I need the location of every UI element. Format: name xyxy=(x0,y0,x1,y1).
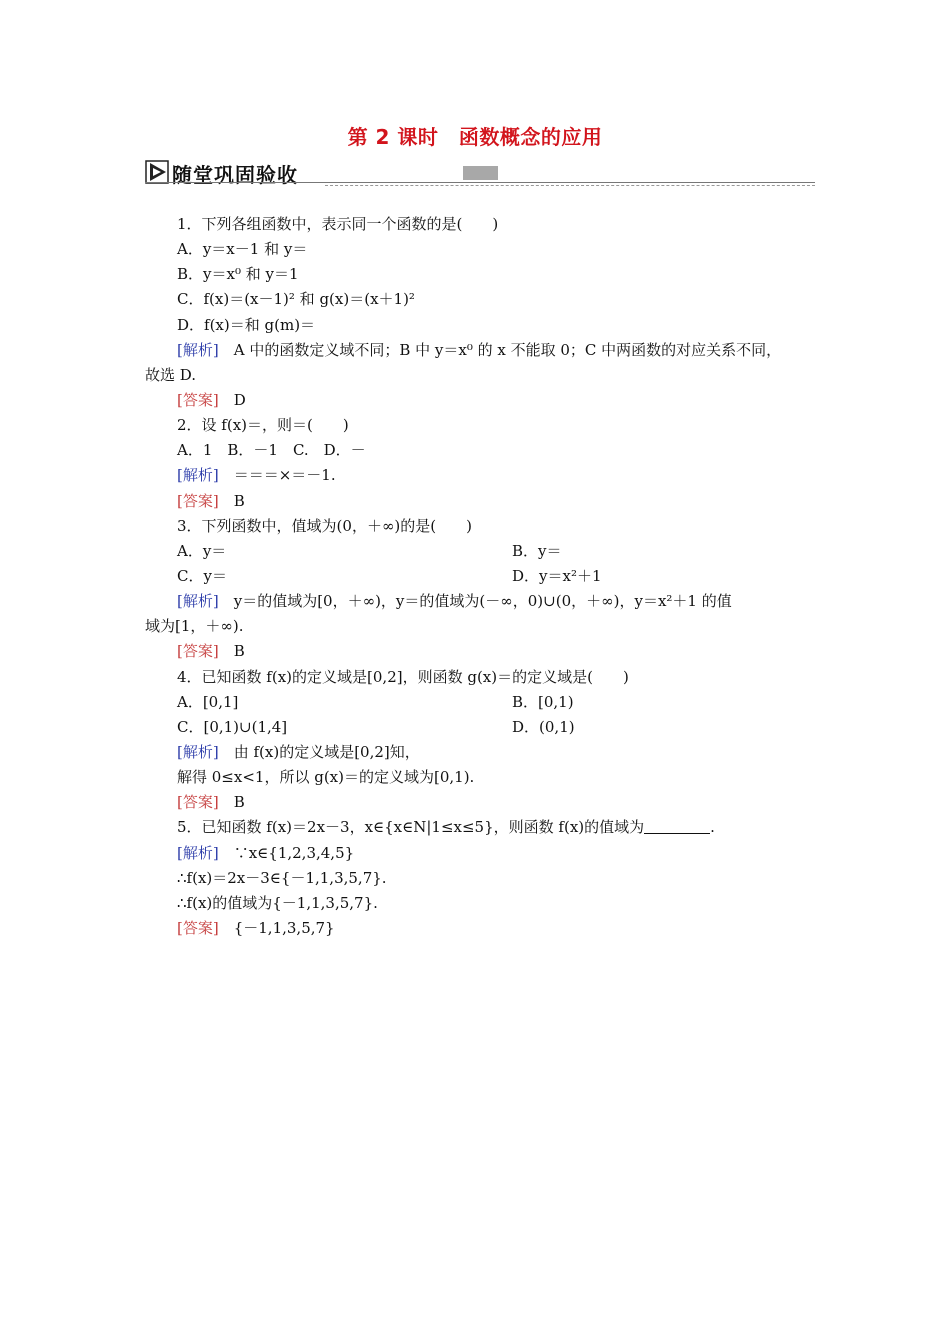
text-line xyxy=(145,438,815,463)
text-line xyxy=(145,815,815,840)
line-text: 由 f(x)的定义域是[0,2]知， xyxy=(218,742,420,761)
option-right-column: B．[0,1) xyxy=(512,692,574,711)
lesson-title: 第 2 课时 函数概念的应用 xyxy=(347,125,603,149)
banner-grey-block xyxy=(463,166,498,180)
answer-tag: [答案] xyxy=(177,918,219,937)
line-text: C．[0,1)∪(1,4] xyxy=(177,717,288,736)
line-text: A 中的函数定义域不同；B 中 y＝x⁰ 的 x 不能取 0；C 中两函数的对应关系不同， xyxy=(218,340,782,359)
line-text: B．y＝x⁰ 和 y＝1 xyxy=(177,265,299,284)
text-line xyxy=(145,413,815,438)
analysis-tag: [解析] xyxy=(177,843,219,862)
text-line xyxy=(145,539,815,564)
section-banner xyxy=(145,158,815,188)
analysis-line xyxy=(145,841,815,866)
answer-tag: [答案] xyxy=(177,491,219,510)
text-line xyxy=(145,690,815,715)
analysis-line xyxy=(145,740,815,765)
option-right-column: D．y＝x²＋1 xyxy=(512,566,602,585)
text-line xyxy=(145,363,815,388)
answer-blank xyxy=(644,818,710,834)
line-text: 4．已知函数 f(x)的定义域是[0,2]，则函数 g(x)＝的定义域是( ) xyxy=(177,667,629,686)
analysis-tag: [解析] xyxy=(177,340,219,359)
text-line xyxy=(145,665,815,690)
analysis-tag: [解析] xyxy=(177,592,219,611)
answer-tag: [答案] xyxy=(177,793,219,812)
text-line xyxy=(145,287,815,312)
line-text: ∴f(x)的值域为{－1,1,3,5,7}. xyxy=(177,893,378,912)
answer-line xyxy=(145,790,815,815)
line-text: ∵x∈{1,2,3,4,5} xyxy=(218,843,355,862)
text-line xyxy=(145,262,815,287)
exercise-content xyxy=(145,212,815,941)
line-text: B xyxy=(218,491,245,510)
banner-rule xyxy=(145,182,815,183)
text-line xyxy=(145,765,815,790)
line-text: A．1 B．－1 C. D．－ xyxy=(177,441,366,460)
line-text: B xyxy=(218,793,245,812)
analysis-tag: [解析] xyxy=(177,466,219,485)
line-text: A．y＝x－1 和 y＝ xyxy=(177,240,308,259)
text-line xyxy=(145,514,815,539)
line-text: y＝的值域为[0，＋∞)，y＝的值域为(－∞，0)∪(0，＋∞)，y＝x²＋1 的值 xyxy=(218,592,732,611)
line-text: A．[0,1] xyxy=(177,692,239,711)
line-text: D xyxy=(218,390,246,409)
answer-tag: [答案] xyxy=(177,390,219,409)
line-text: D．f(x)＝和 g(m)＝ xyxy=(177,315,316,334)
line-text: 1．下列各组函数中，表示同一个函数的是( ) xyxy=(177,215,499,233)
option-right-column: D．(0,1) xyxy=(512,717,575,736)
line-text: 故选 D. xyxy=(145,365,197,384)
line-text: 2．设 f(x)＝，则＝( ) xyxy=(177,416,349,435)
play-arrow-icon xyxy=(145,160,169,184)
line-text: 域为[1，＋∞). xyxy=(145,617,244,636)
answer-tag: [答案] xyxy=(177,642,219,661)
banner-dashed-rule xyxy=(325,185,815,186)
line-text: B xyxy=(218,642,245,661)
text-line xyxy=(145,891,815,916)
line-text: C．y＝ xyxy=(177,566,227,585)
text-line xyxy=(145,715,815,740)
text-line xyxy=(145,614,815,639)
analysis-tag: [解析] xyxy=(177,742,219,761)
line-tail: . xyxy=(710,818,715,837)
text-line xyxy=(145,237,815,262)
text-line xyxy=(145,313,815,338)
text-line xyxy=(145,866,815,891)
line-text: C．f(x)＝(x－1)² 和 g(x)＝(x＋1)² xyxy=(177,290,415,309)
analysis-line xyxy=(145,463,815,488)
line-text: A．y＝ xyxy=(177,541,227,560)
section-banner-label: 随堂巩固验收 xyxy=(172,163,298,187)
text-line xyxy=(145,564,815,589)
answer-line xyxy=(145,388,815,413)
analysis-line xyxy=(145,589,815,614)
text-line xyxy=(145,212,815,237)
line-text: ∴f(x)＝2x－3∈{－1,1,3,5,7}. xyxy=(177,868,387,887)
line-text: 5．已知函数 f(x)＝2x－3，x∈{x∈N|1≤x≤5}，则函数 f(x)的值域为 xyxy=(177,818,645,837)
analysis-line xyxy=(145,338,815,363)
line-text: 3．下列函数中，值域为(0，＋∞)的是( ) xyxy=(177,516,472,535)
option-right-column: B．y＝ xyxy=(512,541,562,560)
line-text: ＝＝＝×＝－1. xyxy=(218,466,336,485)
answer-line xyxy=(145,489,815,514)
line-text: 解得 0≤x<1，所以 g(x)＝的定义域为[0,1). xyxy=(177,768,475,787)
answer-line xyxy=(145,916,815,941)
answer-line xyxy=(145,639,815,664)
line-text: {－1,1,3,5,7} xyxy=(218,918,335,937)
